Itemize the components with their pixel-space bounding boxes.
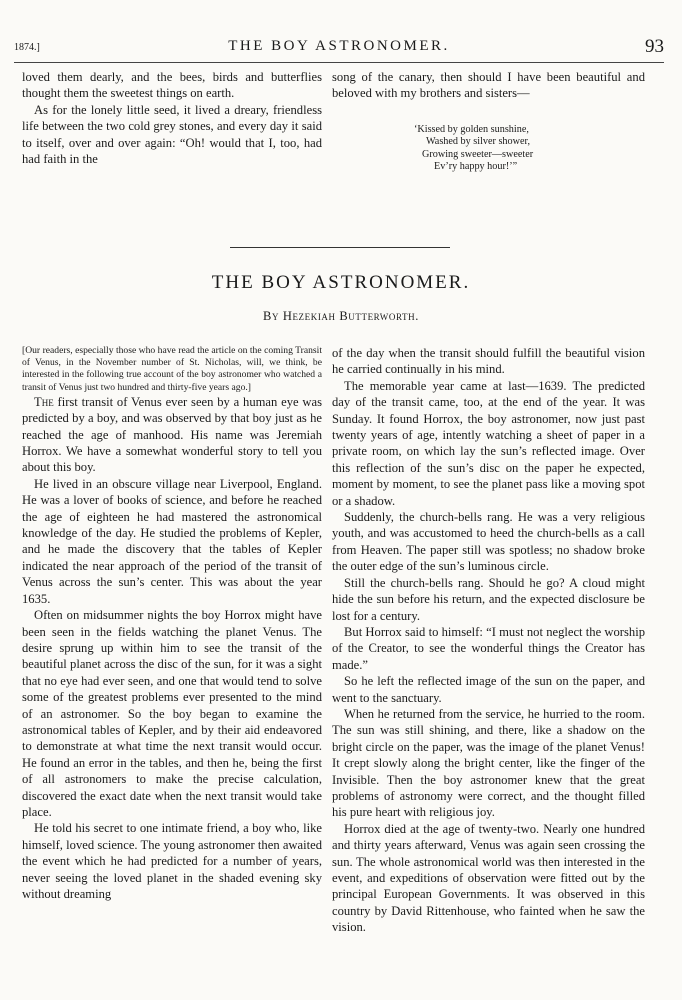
paragraph: song of the canary, then should I have been beautiful and beloved with my brothers and sisters— <box>332 70 645 101</box>
article-left-column <box>22 345 322 902</box>
poem-line: Ev’ry happy hour!’” <box>434 161 518 173</box>
byline <box>0 309 682 324</box>
page-number: 93 <box>645 36 664 57</box>
byline-author: Hezekiah Butterworth. <box>282 309 419 323</box>
paragraph: As for the lonely little seed, it lived a dreary, friendless life between the two cold grey stones, and every day it said to itself, over and over again: “Oh! would that I, too, had had faith in the <box>22 102 322 167</box>
paragraph: The memorable year came at last—1639. The predicted day of the transit came, too, at the end of the year. It was Sunday. It found Horrox, the boy astronomer, now just past twenty years of age, intently watching a sheet of paper in a private room, on which lay the sun’s reflected image. Over this reflection of the sun’s disc on the paper he expected, moment by moment, to see the planet pass like a moving spot or a shadow. <box>332 378 645 508</box>
paragraph: loved them dearly, and the bees, birds and butterflies thought them the sweetest things on earth. <box>22 70 322 101</box>
running-head <box>14 38 664 58</box>
paragraph <box>22 394 322 476</box>
paragraph: Still the church-bells rang. Should he go? A cloud might hide the sun before his return, and the expected disclosure be lost for a century. <box>332 575 645 623</box>
paragraph: When he returned from the service, he hurried to the room. The sun was still shining, and there, like a shadow on the bright circle on the paper, was the image of the planet Venus! It crept slowly along the bright center, like the finger of the Invisible. Then the boy astronomer knew that the great problems of astronomy were correct, and the thought filled his pure heart with religious joy. <box>332 706 645 820</box>
poem-line: ‘Kissed by golden sunshine, <box>414 123 529 135</box>
article-right-column <box>332 345 645 936</box>
poem-line: Washed by silver shower, <box>426 136 531 148</box>
poem <box>414 124 645 174</box>
opening-word: The <box>34 394 54 409</box>
article-title: THE BOY ASTRONOMER. <box>211 272 471 293</box>
paragraph: of the day when the transit should fulfill the beautiful vision he carried continually in his mind. <box>332 346 645 377</box>
section-divider <box>230 247 450 248</box>
paragraph-text: first transit of Venus ever seen by a human eye was predicted by a boy, and was observed by that boy just as he reached the age of manhood. His name was Jeremiah Horrox. We have a somewhat wonderful story to tell you about this boy. <box>22 394 322 475</box>
paragraph: He told his secret to one intimate friend, a boy who, like himself, loved science. The young astronomer then awaited the event which he had predicted for a number of years, never seeing the loved planet in the shaded evening sky without dreaming <box>22 821 322 901</box>
paragraph: Often on midsummer nights the boy Horrox might have been seen in the fields watching the planet Venus. The desire sprung up within him to see the transit of the beautiful planet across the disc of the sun, for it was a sight that no eye had ever seen, and one that would tend to solve some of the greatest problems ever presented to the mind of an astronomer. So the boy began to examine the astronomical tables of Kepler, and by their aid endeavored to demonstrate at what time the next transit would occur. He found an error in the tables, and then he, being the first of all astronomers to make the precise calculation, discovered the exact date when the next transit would take place. <box>22 608 322 819</box>
paragraph: So he left the reflected image of the sun on the paper, and went to the sanctuary. <box>332 674 645 705</box>
paragraph: Suddenly, the church-bells rang. He was a very religious youth, and was accustomed to heed the church-bells as a call from Heaven. The paper still was spotless; no shadow broke the outer edge of the sun’s luminous circle. <box>332 510 645 574</box>
header-rule <box>14 62 664 63</box>
poem-line: Growing sweeter—sweeter <box>422 148 534 160</box>
issue-date: 1874.] <box>14 42 40 53</box>
editor-note: [Our readers, especially those who have read the article on the coming Transit of Venus, in the November number of St. Nicholas, will, we think, be interested in the following true account of the boy astronomer who watched a transit of Venus just two hundred and thirty-five years ago.] <box>22 345 322 393</box>
paragraph: He lived in an obscure village near Liverpool, England. He was a lover of books of science, and before he reached the age of eighteen he had mastered the astronomical knowledge of the day. He studied the problems of Kepler, and he made the discovery that the tables of Kepler indicated the near approach of the period of the transit of Venus across the sun’s center. This was about the year 1635. <box>22 476 322 606</box>
paragraph: Horrox died at the age of twenty-two. Nearly one hundred and thirty years afterward, Venus was again seen crossing the sun. The whole astronomical world was then interested in the event, and expeditions of observation were fitted out by the principal European Governments. It was observed in this country by David Rittenhouse, who fainted when he saw the vision. <box>332 821 645 935</box>
byline-prefix: By <box>263 309 280 323</box>
paragraph: But Horrox said to himself: “I must not neglect the worship of the Creator, to see the wonderful things the Creator has made.” <box>332 624 645 672</box>
previous-story-right-column <box>332 69 645 173</box>
running-title: THE BOY ASTRONOMER. <box>228 38 450 54</box>
previous-story-left-column <box>22 69 322 167</box>
